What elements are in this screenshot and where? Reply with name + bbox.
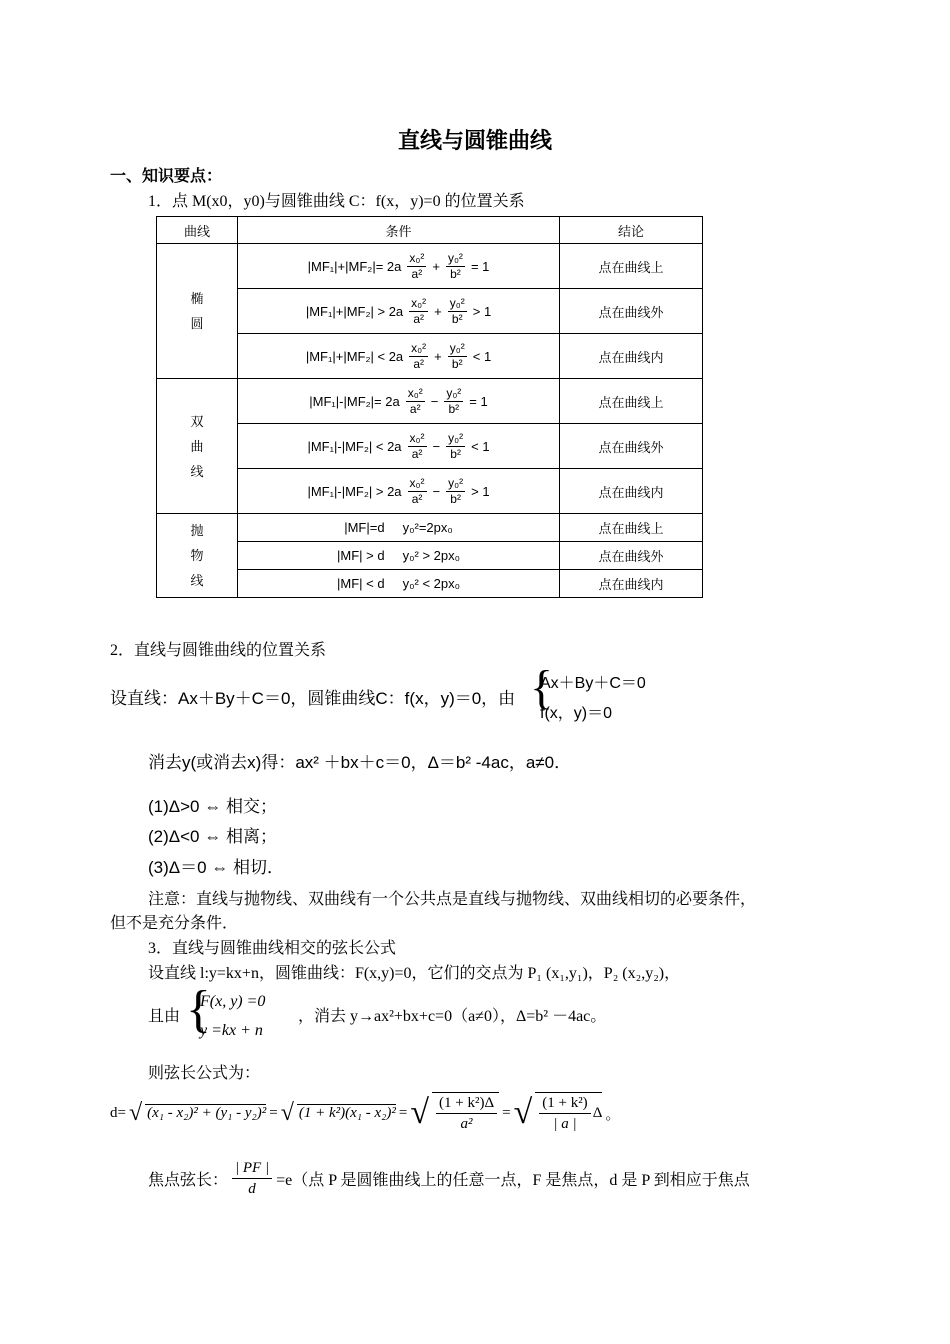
chord-term-3: $\frac{\text{(1 + k²)Δ}}{\text{a²}}$ bbox=[436, 1093, 497, 1134]
page-title: 直线与圆锥曲线 bbox=[397, 128, 552, 153]
curve-ellipse: 椭 圆 bbox=[157, 244, 238, 379]
section-heading: 一、知识要点： bbox=[110, 168, 223, 185]
condition-cell: |MF₁|-|MF₂| > 2a $\frac{\text{x₀²}}{\text{a²}}$ − $\frac{\text{y₀²}}{\text{b²}}$ > 1 bbox=[238, 469, 560, 514]
focal-line bbox=[148, 1158, 750, 1199]
curve-parabola: 抛 物 线 bbox=[157, 514, 238, 598]
condition-cell: |MF|=d y₀²=2px₀ bbox=[238, 514, 560, 542]
header-curve: 曲线 bbox=[157, 217, 238, 244]
result-cell: 点在曲线外 bbox=[560, 424, 703, 469]
condition-cell: |MF₁|+|MF₂|= 2a $\frac{\text{x₀²}}{\text{a²}}$ + $\frac{\text{y₀²}}{\text{b²}}$ = 1 bbox=[238, 244, 560, 289]
result-cell: 点在曲线上 bbox=[560, 514, 703, 542]
result-cell: 点在曲线外 bbox=[560, 542, 703, 570]
system-eq-2: f(x，y)＝0 bbox=[540, 705, 613, 722]
note-line-1: 注意：直线与抛物线、双曲线有一个公共点是直线与抛物线、双曲线相切的必要条件， bbox=[148, 891, 757, 908]
focal-label: 焦点弦长： bbox=[148, 1172, 229, 1189]
item-3-heading: 3．直线与圆锥曲线相交的弦长公式 bbox=[148, 940, 397, 957]
note-line-2: 但不是充分条件． bbox=[110, 915, 239, 932]
and-by-text: 且由 bbox=[148, 1008, 181, 1025]
system2-eq-1: F(x, y) =0 bbox=[200, 993, 266, 1010]
condition-cell: |MF₁|-|MF₂|= 2a $\frac{\text{x₀²}}{\text{a²}}$ − $\frac{\text{y₀²}}{\text{b²}}$ = 1 bbox=[238, 379, 560, 424]
chord-term-4: $\frac{\text{(1 + k²)}}{| a |}$ bbox=[539, 1093, 590, 1134]
header-result: 结论 bbox=[560, 217, 703, 244]
chord-term-1: (x₁ - x₂)² + (y₁ - y₂)² bbox=[147, 1105, 267, 1121]
condition-cell: |MF₁|+|MF₂| > 2a $\frac{\text{x₀²}}{\text{a²}}$ + $\frac{\text{y₀²}}{\text{b²}}$ > 1 bbox=[238, 289, 560, 334]
system2-eq-2: y =kx + n bbox=[200, 1022, 263, 1039]
case-separate: (2)Δ<0 ⇔ 相离； bbox=[148, 827, 277, 846]
result-cell: 点在曲线内 bbox=[560, 469, 703, 514]
item-2-heading: 2．直线与圆锥曲线的位置关系 bbox=[110, 642, 327, 659]
system-brace: { bbox=[530, 661, 554, 714]
item-1-heading: 1．点 M(x0，y0)与圆锥曲线 C：f(x，y)=0 的位置关系 bbox=[148, 193, 525, 210]
result-cell: 点在曲线上 bbox=[560, 379, 703, 424]
focal-fraction: $\frac{| PF |}{d}$ bbox=[232, 1158, 272, 1199]
curve-hyperbola: 双 曲 线 bbox=[157, 379, 238, 514]
chord-d-label: d= bbox=[110, 1104, 126, 1121]
condition-cell: |MF| > d y₀² > 2px₀ bbox=[238, 542, 560, 570]
eliminate-text: 消去y(或消去x)得：ax² ＋bx＋c＝0，Δ＝b² -4ac，a≠0． bbox=[148, 753, 572, 772]
case-intersect: (1)Δ>0 ⇔ 相交； bbox=[148, 797, 277, 816]
set-line-text: 设直线：Ax＋By＋C＝0，圆锥曲线C：f(x，y)＝0，由 bbox=[110, 689, 516, 708]
position-table bbox=[156, 216, 703, 598]
chord-intro: 则弦长公式为： bbox=[148, 1065, 261, 1082]
chord-term-2: (1 + k²)(x₁ - x₂)² bbox=[298, 1105, 396, 1121]
result-cell: 点在曲线内 bbox=[560, 570, 703, 598]
system2-brace: { bbox=[186, 981, 211, 1038]
focal-text: =e（点 P 是圆锥曲线上的任意一点，F 是焦点，d 是 P 到相应于焦点 bbox=[276, 1172, 750, 1189]
result-cell: 点在曲线上 bbox=[560, 244, 703, 289]
condition-cell: |MF₁|+|MF₂| < 2a $\frac{\text{x₀²}}{\text{a²}}$ + $\frac{\text{y₀²}}{\text{b²}}$ < 1 bbox=[238, 334, 560, 379]
condition-cell: |MF₁|-|MF₂| < 2a $\frac{\text{x₀²}}{\text{a²}}$ − $\frac{\text{y₀²}}{\text{b²}}$ < 1 bbox=[238, 424, 560, 469]
result-cell: 点在曲线外 bbox=[560, 289, 703, 334]
chord-formula: d= √ (x₁ - x₂)² + (y₁ - y₂)² = √ (1 + k²)(x₁ - x₂)² = √ $\frac{\text{(1 + k²)Δ}}{\text{a²}}$ = √ $\frac{\text{(1 + k²)}}{| a |}$ Δ 。 bbox=[110, 1094, 621, 1132]
case-tangent: (3)Δ＝0 ⇔ 相切． bbox=[148, 858, 285, 877]
condition-cell: |MF| < d y₀² < 2px₀ bbox=[238, 570, 560, 598]
system-eq-1: Ax＋By＋C＝0 bbox=[540, 675, 646, 692]
result-cell: 点在曲线内 bbox=[560, 334, 703, 379]
setup-text: 设直线 l:y=kx+n，圆锥曲线：F(x,y)=0，它们的交点为 P₁ (x₁,y₁)，P₂ (x₂,y₂)， bbox=[148, 965, 681, 982]
eliminate2-text: ，消去 y→ax²+bx+c=0（a≠0），Δ=b² －4ac。 bbox=[298, 1008, 607, 1025]
header-condition: 条件 bbox=[238, 217, 560, 244]
